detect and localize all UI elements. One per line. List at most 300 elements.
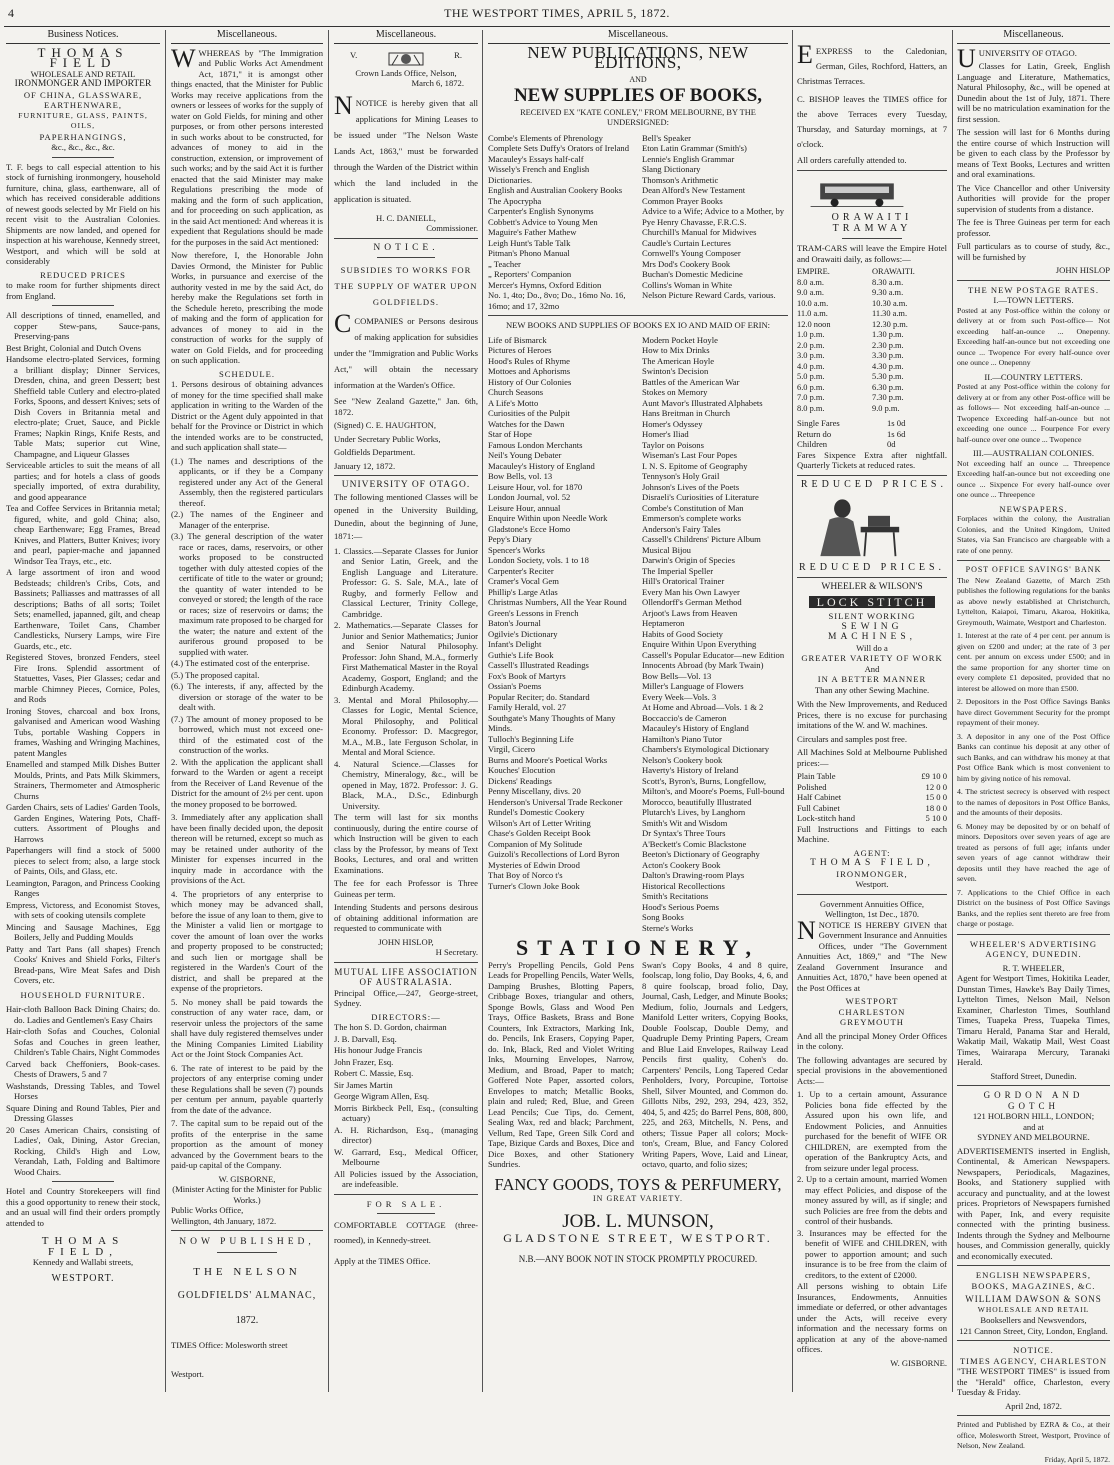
instructions-text: Full Instructions and Fittings to each Machine. <box>797 824 947 845</box>
book-item: Historical Recollections <box>642 881 788 892</box>
timetable-cell: 10.0 a.m. <box>797 299 872 310</box>
english-newspapers-heading: ENGLISH NEWSPAPERS, BOOKS, MAGAZINES, &C. <box>957 1270 1110 1291</box>
better-manner-line: IN A BETTER MANNER <box>797 674 947 685</box>
book-item: A'Beckett's Comic Blackstone <box>642 839 788 850</box>
for-sale-heading: FOR SALE. <box>334 1199 478 1210</box>
book-item: Heptameron <box>642 618 788 629</box>
divider <box>334 238 478 239</box>
received-line: RECEIVED EX "KATE CONLEY," FROM MELBOURNE, BY THE <box>488 108 788 119</box>
greater-variety-line: GREATER VARIETY OF WORK <box>797 653 947 664</box>
book-item: History of Our Colonies <box>488 377 634 388</box>
schedule-item: (6.) The interests, if any, affected by the diversion or storage of the water to be dealt with. <box>171 681 323 713</box>
university-fee: The fee is Three Guineas per term for each professor. <box>957 217 1110 238</box>
signed-name: (Signed) C. E. HAUGHTON, <box>334 420 478 431</box>
timetable-cell: 7.0 p.m. <box>797 393 872 404</box>
issued-date: April 2nd, 1872. <box>957 1401 1110 1412</box>
university-full: Full particulars as to course of study, &c., will be furnished by <box>957 241 1110 262</box>
divider <box>377 257 435 258</box>
book-item: „ Reporters' Companion <box>488 269 634 280</box>
director-item: All Policies issued by the Association, are indefeasible. <box>334 1169 478 1190</box>
mutual-life-office: Principal Office,—247, George-street, Sydney. <box>334 988 478 1009</box>
book-item: Nelson's Cookery book <box>642 755 788 766</box>
price-row <box>797 803 947 814</box>
book-item: Virgil, Cicero <box>488 744 634 755</box>
crown-lands-office: Crown Lands Office, Nelson, <box>334 68 478 79</box>
savings-bank-clause: 3. A depositor in any one of the Post Office Banks can continue his deposit at any other of such Banks, and can withdraw his money at that Post Office Bank which is most convenient to him by giving notice of his removal. <box>957 732 1110 785</box>
book-item: Dr Syntax's Three Tours <box>642 828 788 839</box>
book-item: Guthie's Life Book <box>488 650 634 661</box>
stock-item: Leamington, Paragon, and Princess Cooking Ranges <box>6 878 160 899</box>
now-published-heading: NOW PUBLISHED, <box>171 1237 323 1248</box>
book-item: Wilson's Art of Letter Writing <box>488 818 634 829</box>
book-item: Collins's Woman in White <box>642 280 788 291</box>
will-do-line: Will do a <box>797 643 947 654</box>
savings-bank-clause: 2. Depositors in the Post Office Savings Banks have direct Government Security for the prompt repayment of their money. <box>957 697 1110 729</box>
furniture-item: Square Dining and Round Tables, Pier and Dressing Glasses <box>6 1103 160 1124</box>
savings-bank-text: The New Zealand Gazette, of March 25th publishes the following regulations for the banks as above newly established at Christchurch, Lyttelton, Kaiapoi, Timaru, Akaroa, Hokitika, Greymouth, Waimate, Westport and Charleston. <box>957 576 1110 629</box>
mining-leases-notice: NNOTICE is hereby given that all applications for Mining Leases to be issued under "The Nelson Waste Lands Act, 1863," must be forwarded through the Warden of the District within which the land included in the application is situated. <box>334 95 478 207</box>
schedule-item: (3.) The general description of the water race or races, dams, reservoirs, or other works proposed to be constructed together with duly attested copies of the certificate of title to the water or ground; the quantity of water intended to be conveyed or stored; the length of the race or races; size of reservoirs or dams; the maximum rate proposed to be charged for the water; the nature and extent of the auriferous ground proposed to be supplied with water. <box>171 531 323 657</box>
divider <box>52 1181 114 1182</box>
book-item: Advice to a Wife; Advice to a Mother, by Pye Henry Chavasse, F.R.C.S. <box>642 206 788 227</box>
stock-item: Empress, Victoress, and Economist Stoves, with sets of cooking utensils complete <box>6 900 160 921</box>
signature-name: H. C. DANIELL, <box>334 213 478 224</box>
book-item: Baton's Journal <box>488 618 634 629</box>
book-item: Popular Reciter; do. Standard <box>488 692 634 703</box>
advertisements-text: ADVERTISEMENTS inserted in English, Continental, & American Newspapers. Newspapers, Periodicals, Magazines, Books, and Stationery supplied with accuracy and punctuality, and at the lowest prices. Proprietors of Newspapers furnished with Paper, Ink, and every requisite connected with the printing business. Indents through the Sydney and Melbourne houses, and Commission generally, quickly and economically executed. <box>957 1146 1110 1262</box>
column-rule <box>165 30 166 1392</box>
vr-right: R. <box>454 50 462 68</box>
stock-item: Serviceable articles to suit the means of all parties; and for hotels a class of goods specially imported, of extra durability, and good appearance <box>6 460 160 502</box>
class-item: 1. Classics.—Separate Classes for Junior and Senior Latin, Greek, and the English Language and Literature. Professor: G. S. Sale, M.A., late of Rugby, and formerly Fellow and Classical Lecturer, Trinity College, Cambridge. <box>334 546 478 620</box>
book-item: Cassell's Illustrated Readings <box>488 660 634 671</box>
director-item: Robert C. Massie, Esq. <box>334 1068 478 1079</box>
book-item: Miller's Language of Flowers <box>642 681 788 692</box>
advantage-note: All persons wishing to obtain Life Insurances, Endowments, Annuities immediate or deferred, or other advantages under the Acts, will receive every information and the necessary forms on application at any of the above-named offices. <box>797 1281 947 1355</box>
university-intro: The following mentioned Classes will be opened in the University Building, Dunedin, about the beginning of June, 1871:— <box>334 491 478 543</box>
divider <box>488 315 788 316</box>
signed-title: Under Secretary Public Works, <box>334 434 478 445</box>
book-item: Common Prayer Books <box>642 196 788 207</box>
stock-item: Best Bright, Colonial and Dutch Ovens <box>6 343 160 354</box>
sewing-woman-icon <box>797 492 917 558</box>
book-item: Plutarch's Lives, by Langhorn <box>642 807 788 818</box>
timetable-cell: 3.0 p.m. <box>797 351 872 362</box>
university-vice: The Vice Chancellor and other University Authorities will provide for the proper supervision of students from a distance. <box>957 183 1110 215</box>
university-contact: Intending Students and persons desirous of obtaining additional information are requested to communicate with <box>334 902 478 934</box>
stock-item: Ironing Stoves, charcoal and box Irons, galvanised and American wood Washing Tubs, portable Washing Coppers in frames, Washing and Wringing Machines, patent Mangles <box>6 706 160 759</box>
book-item: Combe's Constitution of Man <box>642 503 788 514</box>
book-item: Innocents Abroad (by Mark Twain) <box>642 660 788 671</box>
machine-prices <box>797 771 947 824</box>
agent-trade: IRONMONGER, <box>797 869 947 880</box>
timetable-cell: 11.0 a.m. <box>797 309 872 320</box>
almanac-year: 1872. <box>171 1316 323 1327</box>
book-item: Cornwell's Young Composer <box>642 248 788 259</box>
price-row <box>797 813 947 824</box>
bookseller-address: GLADSTONE STREET, WESTPORT. <box>488 1233 788 1244</box>
timetable-cell: 7.30 p.m. <box>872 393 947 404</box>
column-heading: Business Notices. <box>6 30 160 44</box>
divider <box>957 934 1110 935</box>
book-item: Hill's Oratorical Trainer <box>642 576 788 587</box>
notice-heading: NOTICE. <box>334 243 478 254</box>
book-item: Mottoes and Aphorisms <box>488 366 634 377</box>
timetable-cell: 2.0 p.m. <box>797 341 872 352</box>
page-number: 4 <box>8 6 15 21</box>
book-item: How to Mix Drinks <box>642 345 788 356</box>
stationery-list <box>488 960 788 1170</box>
book-item: Rundel's Domestic Cookery <box>488 807 634 818</box>
timetable-cell: 4.30 p.m. <box>872 362 947 373</box>
undersigned-line: UNDERSIGNED: <box>488 118 788 129</box>
book-item: Mysteries of Edwin Drood <box>488 860 634 871</box>
book-item: Infant's Delight <box>488 639 634 650</box>
book-item: Ossian's Poems <box>488 681 634 692</box>
times-agency-heading: TIMES AGENCY, CHARLESTON <box>957 1356 1110 1367</box>
director-item: John Frazer, Esq. <box>334 1057 478 1068</box>
and-text: AND <box>488 75 788 86</box>
price-row <box>797 771 947 782</box>
dawson-name: WILLIAM DAWSON & SONS <box>957 1294 1110 1305</box>
timetable-cell: 6.0 p.m. <box>797 383 872 394</box>
dawson-line: Booksellers and Newsvendors, <box>957 1315 1110 1326</box>
book-list-2-right <box>642 335 788 934</box>
book-item: Famous London Merchants <box>488 440 634 451</box>
book-list-1 <box>488 133 788 312</box>
reduced-prices-text: to make room for further shipments direct from England. <box>6 280 160 301</box>
savings-bank-heading: POST OFFICE SAVINGS' BANK <box>957 565 1110 576</box>
gordon-gotch-cities: SYDNEY AND MELBOURNE. <box>957 1132 1110 1143</box>
column-rule <box>328 30 329 1392</box>
newspapers-subheading: NEWSPAPERS. <box>957 504 1110 515</box>
schedule-item: (1.) The names and descriptions of the applicants, or if they be a Company registered under any Act of the General Assembly, then the registered particulars thereof. <box>171 456 323 509</box>
express-text: EXPRESS to the Caledonian, German, Giles, Rochford, Hatters, an Christmas Terraces. <box>797 46 947 86</box>
book-item: No. 1, 4to; Do., 8vo; Do., 16mo No. 16, 16mo; and 17, 32mo <box>488 290 634 311</box>
advantage-item: 2. Up to a certain amount, married Women may effect Policies, and dispose of the money assured by will, as if single; and such Policies are free from the debts and control of their husbands. <box>797 1174 947 1227</box>
price-value: 12 0 0 <box>926 782 947 793</box>
book-item: Leisure Hour, annual <box>488 503 634 514</box>
book-item: Guizoli's Recollections of Lord Byron <box>488 849 634 860</box>
schedule-clause: 4. The proprietors of any enterprise to which money may be advanced shall, before the issue of any loan to them, give to the Minister a valid lien or mortgage to cover the amount of loan over the works and property proposed to be constructed; and such lien or mortgage shall be registered in the Warden's Court of the district, and shall be prepared at the expense of the proprietors. <box>171 889 323 994</box>
schedule-item: (7.) The amount of money proposed to be borrowed, which must not exceed one-third of the estimated cost of the construction of the works. <box>171 714 323 756</box>
apply-text: Apply at the TIMES Office. <box>334 1256 478 1267</box>
book-item: Smith's Wit and Wisdom <box>642 818 788 829</box>
tram-car-icon <box>797 177 917 209</box>
almanac-subtitle: GOLDFIELDS' ALMANAC, <box>171 1291 323 1302</box>
tramway-intro: TRAM-CARS will leave the Empire Hotel and Orawaiti daily, as follows:— <box>797 243 947 264</box>
divider <box>217 1252 278 1253</box>
divider <box>842 238 902 239</box>
trade-line: WHOLESALE AND RETAIL <box>6 69 160 80</box>
book-item: Musical Bijou <box>642 545 788 556</box>
book-item: Turner's Clown Joke Book <box>488 881 634 892</box>
divider <box>957 560 1110 561</box>
wheeler-wilson-heading: WHEELER & WILSON'S <box>797 582 947 593</box>
nb-line: N.B.—ANY BOOK NOT IN STOCK PROMPTLY PROCURED. <box>488 1254 788 1265</box>
timetable-cell: 8.30 a.m. <box>872 278 947 289</box>
sewing-machines-line: SEWING MACHINES, <box>797 622 947 643</box>
advertiser-name: THOMAS FIELD <box>6 48 160 69</box>
book-item: Carpenter's English Synonyms <box>488 206 634 217</box>
book-item: Tennyson's Holy Grail <box>642 471 788 482</box>
money-order-text: And all the principal Money Order Offices in the colony. <box>797 1031 947 1052</box>
signature-date: Wellington, 4th January, 1872. <box>171 1216 323 1227</box>
than-line: Than any other Sewing Machine. <box>797 685 947 696</box>
imprint-date: Friday, April 5, 1872. <box>957 1455 1110 1465</box>
column-books <box>488 30 788 1392</box>
reduced-prices-heading: REDUCED PRICES. <box>797 480 947 491</box>
price-value: 18 0 0 <box>926 803 947 814</box>
book-item: Aunt Mavor's Illustrated Alphabets <box>642 398 788 409</box>
stock-item: Mincing and Sausage Machines, Egg Boilers, Jelly and Pudding Moulds <box>6 922 160 943</box>
book-item: Tulloch's Beginning Life <box>488 734 634 745</box>
bookseller-name: JOB. L. MUNSON, <box>488 1217 788 1228</box>
book-item: Neil's Young Debater <box>488 450 634 461</box>
book-item: English and Australian Cookery Books <box>488 185 634 196</box>
notice-heading: NOTICE. <box>957 1345 1110 1356</box>
book-item: The Imperial Speller <box>642 566 788 577</box>
book-item: Disraeli's Curiosities of Literature <box>642 492 788 503</box>
postage-subheading: III.—AUSTRALIAN COLONIES. <box>957 448 1110 459</box>
stock-item: Tea and Coffee Services in Britannia metal; figured, white, and gold China; also, cheap Earthenware; Egg Frames, Bread Knives, and Platters, Butter Knives; ivory and pearl, papier-mache and japanned Windsor Tea Trays, etc., etc. <box>6 503 160 566</box>
book-item: Cassell's Childrens' Picture Album <box>642 534 788 545</box>
fare-row <box>797 439 947 450</box>
book-item: That Boy of Norco t's <box>488 870 634 881</box>
book-item: Dalton's Drawing-room Plays <box>642 870 788 881</box>
town-name: Westport. <box>171 1369 323 1380</box>
book-item: Combe's Elements of Phrenology <box>488 133 634 144</box>
masthead <box>0 6 1114 24</box>
book-item: Smith's Recitations <box>642 891 788 902</box>
postage-text: Not exceeding half an ounce ... Threepence Exceeding half-an-ounce but not exceeding one ounce ... Sixpence For every half-ounce over one ounce ... Threepence <box>957 459 1110 501</box>
university-term: The term will last for six months continuously, during the entire course of which Instruction will be given to each class by the Professor, by means of Text Books, Lectures, and oral and written Examinations. <box>334 812 478 875</box>
schedule-clause: 6. The rate of interest to be paid by the projectors of any enterprise coming under these Regulations shall be seven (7) pounds per centum per annum, payable quarterly from the date of the advance. <box>171 1063 323 1116</box>
schedule-clause: 1. Persons desirous of obtaining advances of money for the time specified shall make application in writing to the Warden of the District or the Agent duly appointed in that behalf for the Province or District in which the intended works are to be constructed, and such application shall state— <box>171 379 323 453</box>
director-item: The hon S. D. Gordon, chairman <box>334 1022 478 1033</box>
variety-line: IN GREAT VARIETY. <box>488 1194 788 1205</box>
column-heading: Miscellaneous. <box>171 30 323 44</box>
book-item: Wiseman's Last Four Popes <box>642 450 788 461</box>
wheeler-text: Agent for Westport Times, Hokitika Leader, Dunstan Times, Hawke's Bay Daily Times, Lyttelton Times, Nelson Mail, Nelson Examiner, Charleston Times, Southland Times, Tuapeka Press, Tuapeka Times, Timaru Herald, Panama Star and Herald, Wakatip Mail, Wakatip Mail, West Coast Times, Wairarapa Mercury, Taranaki Herald. <box>957 973 1110 1068</box>
furniture-item: 20 Cases American Chairs, consisting of Ladies', Oak, Dining, Astor Grecian, Rocking, Child's High and Low, Verandah, Lath, Folding and Baltimore Wood Chairs. <box>6 1125 160 1178</box>
timetable-cell: 8.0 a.m. <box>797 278 872 289</box>
divider <box>957 1085 1110 1086</box>
class-item: 4. Natural Science.—Classes for Chemistry, Mineralogy, &c., will be opened in May, 1872. Professor: J. G. Black, M.A., D.Sc., Edinburgh University. <box>334 759 478 812</box>
timetable-cell: 12.0 noon <box>797 320 872 331</box>
postage-heading: THE NEW POSTAGE RATES. <box>957 285 1110 296</box>
furniture-item: Carved back Cheffoniers, Book-cases. Chests of Drawers, 5 and 7 <box>6 1059 160 1080</box>
advantage-item: 1. Up to a certain amount, Assurance Policies bona fide effected by the Assured upon his own life, and Endowment Policies, and Annuities purchased for the benefit of WIFE OR CHILDREN, are exempted from the operation of the Bankruptcy Acts, and from seizure under legal process. <box>797 1089 947 1173</box>
book-item: Bow Bells—Vol. 13 <box>642 671 788 682</box>
stationery-heading: STATIONERY, <box>488 943 788 954</box>
schedule-clause: 3. Immediately after any application shall have been finally decided upon, the deposit thereon will be returned, except so much as may be retained under authority of the Minister for expenses incurred in the inquiry made in accordance with the provisions of the Act. <box>171 812 323 886</box>
furniture-item: Washstands, Dressing Tables, and Towel Horses <box>6 1081 160 1102</box>
supplies-heading: NEW SUPPLIES OF BOOKS, <box>488 91 788 102</box>
stock-item: Paperhangers will find a stock of 5000 pieces to select from; also, a large stock of Paints, Oils, and Glass, etc. <box>6 845 160 877</box>
book-item: Ollendorff's German Method <box>642 597 788 608</box>
furniture-item: Hair-cloth Sofas and Couches, Colonial Sofas and Couches in green leather, Children's Table Chairs, Night Commodes <box>6 1026 160 1058</box>
book-item: Thomson's Arithmetic <box>642 175 788 186</box>
university-heading: UNIVERSITY OF OTAGO. <box>334 480 478 491</box>
column-business-notices <box>6 30 160 1392</box>
book-item: Cramer's Vocal Gem <box>488 576 634 587</box>
book-item: Dean Alford's New Testament <box>642 185 788 196</box>
book-item: Watches for the Dawn <box>488 419 634 430</box>
book-item: Every Week—Vols. 3 <box>642 692 788 703</box>
university-text: Classes for Latin, Greek, English Language and Literature, Mathematics, Natural Philosophy, &c., will be opened at Dunedin about the 1st of July, 1871. There will be no matriculation examination for the first session. <box>957 61 1110 124</box>
divider <box>957 280 1110 281</box>
divider <box>797 894 947 895</box>
book-item: Song Books <box>642 912 788 923</box>
goods-line: OF CHINA, GLASSWARE, <box>6 90 160 101</box>
savings-bank-clause: 6. Money may be deposited by or on behalf of minors. Depositors over seven years of age are treated as persons of full age; infants under seven years of age cannot withdraw their deposits until they have reached the age of seven. <box>957 822 1110 885</box>
fare-value: 1s 0d <box>887 418 947 429</box>
divider <box>957 1265 1110 1266</box>
column-notices <box>334 30 478 1392</box>
notice-date: January 12, 1872. <box>334 461 478 472</box>
book-item: Battles of the American War <box>642 377 788 388</box>
price-label: Lock-stitch hand <box>797 813 855 824</box>
divider <box>797 170 947 171</box>
storekeepers-text: Hotel and Country Storekeepers will find this a good opportunity to renew their stock, and an usual will find their orders promptly attended to <box>6 1186 160 1228</box>
gordon-gotch-address: 121 HOLBORN HILL, LONDON; <box>957 1111 1110 1122</box>
mining-leases-text: NOTICE is hereby given that all applications for Mining Leases to be issued under "The Nelson Waste Lands Act, 1863," must be forwarded through the Warden of the District within which the land included in the application is situated. <box>334 98 478 204</box>
book-item: Burns and Moore's Poetical Works <box>488 755 634 766</box>
book-item: Enquire Within Upon Everything <box>642 639 788 650</box>
schedule-clause: 5. No money shall be paid towards the construction of any water race, dam, or reservoir unless the projectors of the same shall have duly registered themselves under the Mining Companies Limited Liability Act or the Joint Stock Companies Act. <box>171 997 323 1060</box>
book-item: Emmerson's complete works <box>642 513 788 524</box>
wheeler-name: R. T. WHEELER, <box>957 963 1110 974</box>
divider <box>334 1194 478 1195</box>
schedule-clause: 2. With the application the applicant shall forward to the Warden or agent a receipt from the Receiver of Land Revenue of the District for the amount of 2½ per cent. upon the money proposed to be borrowed. <box>171 757 323 810</box>
director-item: His honour Judge Francis <box>334 1045 478 1056</box>
signature-address: Kennedy and Wallabi streets, <box>6 1257 160 1268</box>
timetable-cell: 1.30 p.m. <box>872 330 947 341</box>
book-item: Green's Lessons in French <box>488 608 634 619</box>
book-item: Homer's Odyssey <box>642 419 788 430</box>
book-item: Habits of Good Society <box>642 629 788 640</box>
director-item: J. B. Darvall, Esq. <box>334 1034 478 1045</box>
book-item: Pictures of Heroes <box>488 345 634 356</box>
divider <box>171 1230 323 1231</box>
book-item: Fox's Book of Martyrs <box>488 671 634 682</box>
fare-row <box>797 418 947 429</box>
book-item: Beeton's Dictionary of Geography <box>642 849 788 860</box>
circulars-text: Circulars and samples post free. <box>797 734 947 745</box>
price-label: Full Cabinet <box>797 803 840 814</box>
director-item: George Wigram Allen, Esq. <box>334 1091 478 1102</box>
household-furniture-heading: HOUSEHOLD FURNITURE. <box>6 990 160 1001</box>
book-item: Slang Dictionary <box>642 164 788 175</box>
book-item: The Apocrypha <box>488 196 634 207</box>
timetable-cell: 8.0 p.m. <box>797 404 872 415</box>
price-row <box>797 782 947 793</box>
book-item: Complete Sets Duffy's Orators of Ireland <box>488 143 634 154</box>
column-transport <box>797 30 947 1392</box>
goods-line: EARTHENWARE, <box>6 100 160 111</box>
fare-label: Single Fares <box>797 418 857 429</box>
book-item: Nelson Picture Reward Cards, various. <box>642 290 788 301</box>
annuities-notice: NNOTICE IS HEREBY GIVEN that Government Insurance and Annuities Offices, under "The Government Annuities Act, 1869," and "The New Zealand Government Insurance and Annuities Act, 1870," have been opened at the Post Offices at <box>797 920 947 994</box>
book-item: Buchan's Domestic Medicine <box>642 269 788 280</box>
book-item: Carpenter's Reciter <box>488 566 634 577</box>
price-label: Half Cabinet <box>797 792 841 803</box>
tram-timetable <box>797 267 947 414</box>
book-item: Hans Breitman in Church <box>642 408 788 419</box>
sold-text: All Machines Sold at Melbourne Published prices:— <box>797 747 947 768</box>
university-fee: The fee for each Professor is Three Guineas per term. <box>334 878 478 899</box>
fares-note: Fares Sixpence Extra after nightfall. Quarterly Tickets at reduced rates. <box>797 450 947 471</box>
book-item: Johnson's Lives of the Poets <box>642 482 788 493</box>
fare-row <box>797 429 947 440</box>
bishop-text: C. BISHOP leaves the TIMES office for the above Terraces every Tuesday, Thursday, and Saturday mornings, at 7 o'clock. <box>797 92 947 152</box>
stock-item: Patty and Tart Pans (all shapes) French Cooks' Knives and Shield Forks, Filter's Bread-pans, Wire Meat Safes and Dish Covers, etc. <box>6 944 160 986</box>
price-value: 15 0 0 <box>926 792 947 803</box>
book-list-2 <box>488 335 788 934</box>
signature-title: Commissioner. <box>334 223 478 234</box>
book-item: Macauley's History of England <box>488 461 634 472</box>
book-list-2-left <box>488 335 634 934</box>
gazette-reference: See "New Zealand Gazette," Jan. 6th, 1872. <box>334 396 478 417</box>
reduced-prices-heading: REDUCED PRICES <box>6 270 160 281</box>
stationery-text-right: Swan's Copy Books, 4 and 8 quire, foolscap, long folio, Day Books, 4, 6, and 8 quire foolscap, broad folio, Day, Journal, Cash, Ledger, and Minute Books; Medium, folio, Journals and Ledgers, Manifold Letter writers, Copying Books, Double Foolscap, Double Demy, and Quadruple Demy Printing Papers, Cream and Blue Laid Envelopes, Railway Lead Pencils first quality, Cohen's do. Carpenters' Pencils, Long Tapered Cedar Penholders, Ivory, Porcupine, Tortoise Shell, Silver Mounted, and Common do. Gillotts Nibs, 292, 293, 294, 423, 352, 404, 5, and 425; do Barrel Pens, 808, 800, 225, and 263, Mitchells, N. Pens, and others; Tissue Paper all colors; Mock-ton's, Cream, Blue, and Fancy Colored Writing Papers, Wove, Laid and Linear, octavo, quarto, and folio sizes; <box>642 960 788 1170</box>
class-item: 2. Mathematics.—Separate Classes for Junior and Senior Mathematics; Junior and Senior Natural Philosophy. Professor: John Shand, M.A., formerly First Mathematical Master in the Royal Academy, Gosport, England; and the Edinburgh Academy. <box>334 620 478 694</box>
timetable-cell: 9.30 a.m. <box>872 288 947 299</box>
timetable-cell: 2.30 p.m. <box>872 341 947 352</box>
lock-stitch-banner: LOCK STITCH <box>809 596 936 609</box>
imprint-text: Printed and Published by EZRA & Co., at their office, Molesworth Street, Westport, Province of Nelson, New Zealand. <box>957 1420 1110 1452</box>
improvements-text: With the New Improvements, and Reduced Prices, there is no excuse for purchasing imitations of the W. and W. machines. <box>797 699 947 731</box>
column-heading: Miscellaneous. <box>957 30 1110 44</box>
book-item: Kouches' Elocution <box>488 765 634 776</box>
companies-text: COMPANIES or Persons desirous of making application for subsidies under the "Immigration and Public Works Act," will obtain the necessary information at the Warden's Office. <box>334 316 478 390</box>
timetable-cell: 6.30 p.m. <box>872 383 947 394</box>
dawson-trade: WHOLESALE AND RETAIL <box>957 1305 1110 1316</box>
signature-title: H Secretary. <box>334 947 478 958</box>
book-item: A Life's Motto <box>488 398 634 409</box>
divider <box>52 157 114 158</box>
timetable-cell: 12.30 p.m. <box>872 320 947 331</box>
director-item: Sir James Martin <box>334 1080 478 1091</box>
book-item: Leisure Hour, vol. for 1870 <box>488 482 634 493</box>
signature-name: THOMAS FIELD, <box>6 1236 160 1257</box>
notice-date: March 6, 1872. <box>334 78 478 89</box>
book-item: Star of Hope <box>488 429 634 440</box>
book-item: Southgate's Many Thoughts of Many Minds. <box>488 713 634 734</box>
cottage-text: COMFORTABLE COTTAGE (three-roomed), in Kennedy-street. <box>334 1218 478 1248</box>
savings-bank-clause: 1. Interest at the rate of 4 per cent. per annum is given on £200 and under; at the rate of 3 per cent. per annum on excess under £500; and in the same proportion for any shorter time on every complete £1 deposited, provided that no interest be allowed on more than £500. <box>957 631 1110 694</box>
reduced-prices-heading: REDUCED PRICES. <box>797 563 947 574</box>
book-item: Penny Miscellany, divs. 20 <box>488 786 634 797</box>
agent-name: THOMAS FIELD, <box>797 858 947 869</box>
book-item: Stokes on Memory <box>642 387 788 398</box>
postage-text: Posted at any Post-office within the colony or delivery at or from such Post-office— Not exceeding half-an-ounce ... Onepenny. Exceeding half-an-ounce but not exceeding one ounce ... Twopence For every half-ounce over one ounce ... Onepenny <box>957 306 1110 369</box>
book-list-1-right <box>642 133 788 312</box>
timetable-cell: 10.30 a.m. <box>872 299 947 310</box>
timetable-cell: 5.0 p.m. <box>797 372 872 383</box>
price-row <box>797 792 947 803</box>
book-item: Family Herald, vol. 27 <box>488 702 634 713</box>
director-item: W. Garrard, Esq., Medical Officer, Melbourne <box>334 1147 478 1168</box>
timetable-cell: 3.30 p.m. <box>872 351 947 362</box>
express-notice: EEXPRESS to the Caledonian, German, Giles, Rochford, Hatters, an Christmas Terraces. <box>797 44 947 89</box>
signed-department: Goldfields Department. <box>334 447 478 458</box>
timetable-cell: 11.30 a.m. <box>872 309 947 320</box>
times-office-address: TIMES Office: Molesworth street <box>171 1340 323 1351</box>
column-heading: Miscellaneous. <box>488 30 788 44</box>
agent-town: Westport. <box>797 879 947 890</box>
